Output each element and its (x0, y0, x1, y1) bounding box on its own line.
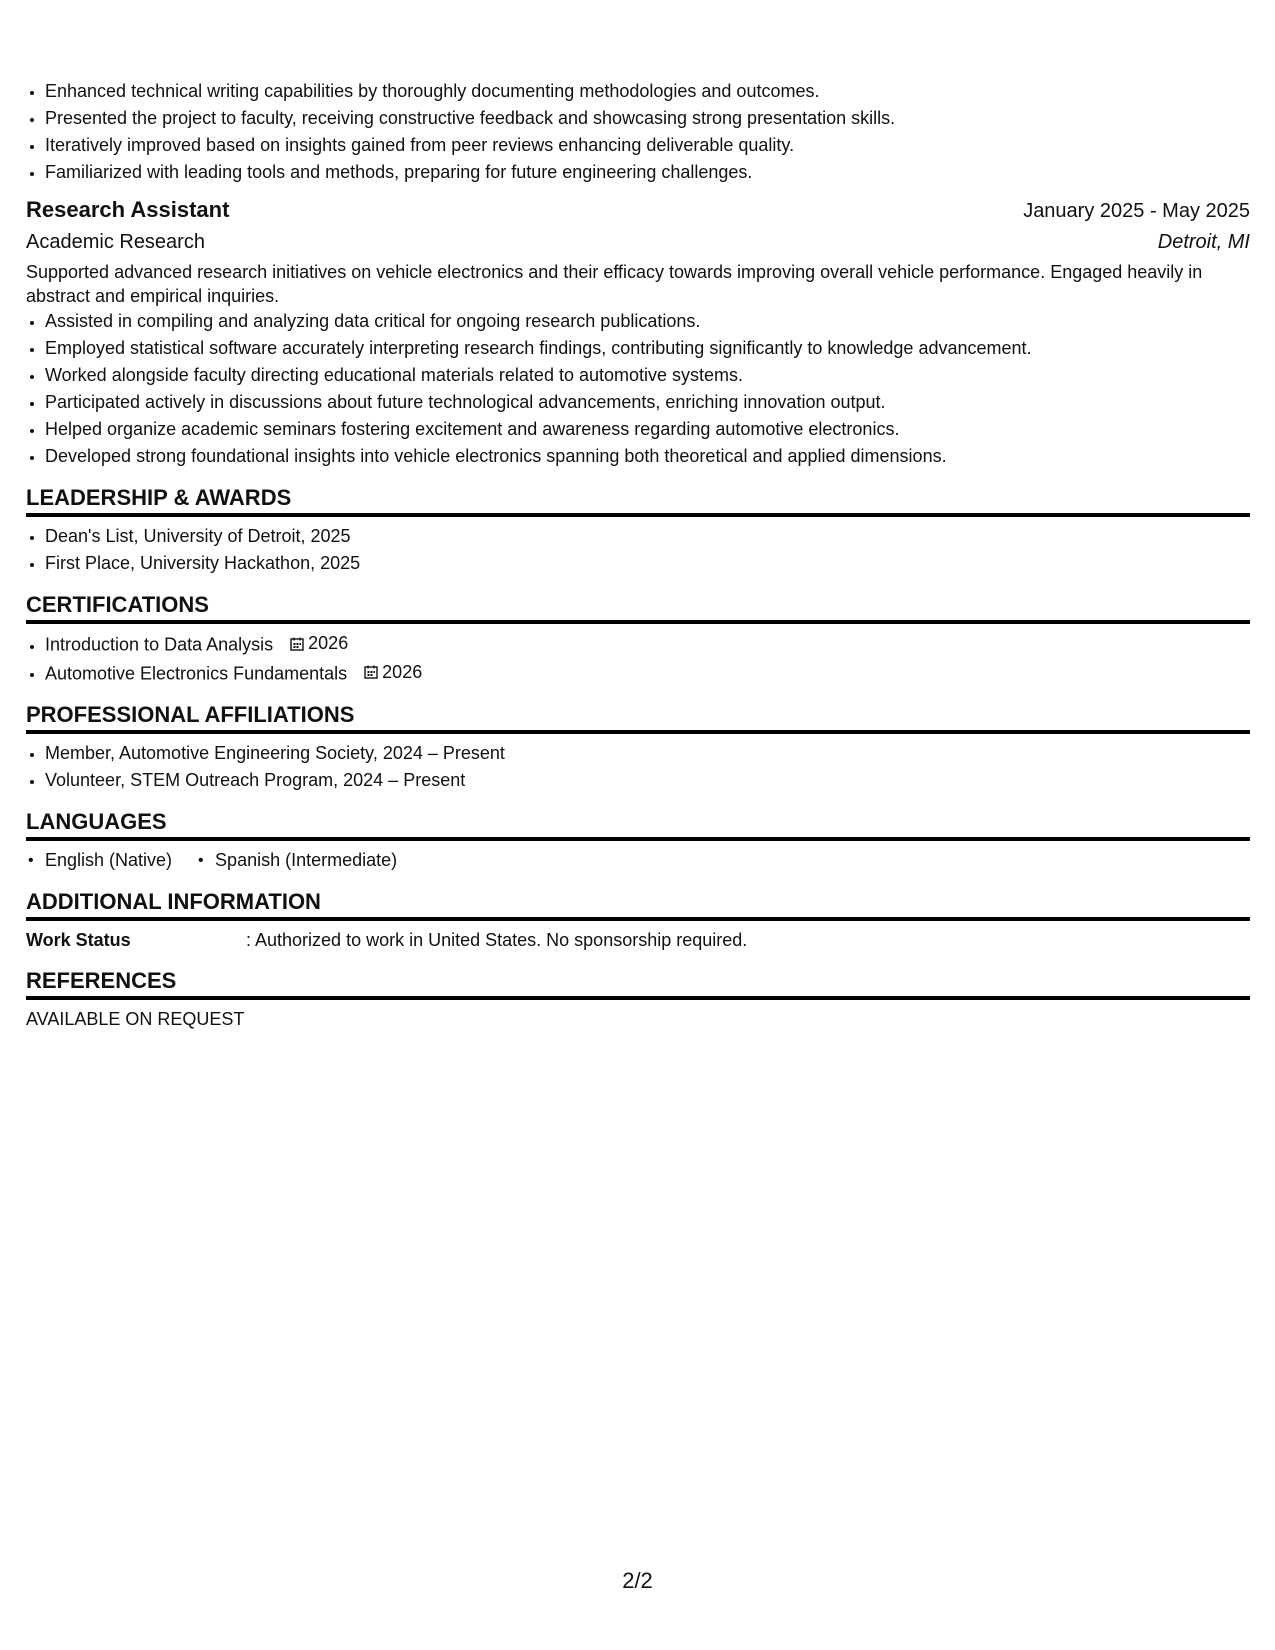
job-location: Detroit, MI (1157, 231, 1250, 253)
job-subheader (26, 227, 1250, 257)
language-item: • Spanish (Intermediate) (196, 847, 397, 874)
certification-name: Introduction to Data Analysis (45, 634, 274, 655)
resume-page (26, 78, 1250, 1032)
section-heading-references: REFERENCES (26, 967, 1250, 1000)
section-heading-certifications: CERTIFICATIONS (26, 591, 1250, 624)
section-heading-affiliations: PROFESSIONAL AFFILIATIONS (26, 701, 1250, 734)
calendar-icon (290, 637, 304, 651)
certification-year: 2026 (308, 633, 349, 653)
certification-item (45, 630, 1250, 659)
calendar-icon (364, 665, 378, 679)
job-summary: Supported advanced research initiatives on vehicle electronics and their efficacy towards improving overall vehicle performance. Engaged heavily in abstract and empirical inquiries. (26, 262, 1203, 306)
list-item: • Volunteer, STEM Outreach Program, 2024 – Present (45, 767, 1250, 794)
work-status-value: : Authorized to work in United States. No sponsorship required. (246, 930, 748, 950)
job-bullet-list (26, 308, 1250, 470)
page-number: 2/2 (622, 1568, 653, 1593)
languages-list (26, 847, 1250, 874)
list-item: • Presented the project to faculty, receiving constructive feedback and showcasing strong presentation skills. (45, 105, 1250, 132)
certification-item (45, 659, 1250, 688)
list-item: • Developed strong foundational insights into vehicle electronics spanning both theoretical and applied dimensions. (45, 443, 1250, 470)
list-item: • Employed statistical software accurately interpreting research findings, contributing significantly to knowledge advancement. (45, 335, 1250, 362)
language-item: • English (Native) (26, 847, 172, 874)
list-item: • Assisted in compiling and analyzing data critical for ongoing research publications. (45, 308, 1250, 335)
list-item: • Familiarized with leading tools and methods, preparing for future engineering challenges. (45, 159, 1250, 186)
list-item: • Enhanced technical writing capabilities by thoroughly documenting methodologies and outcomes. (45, 78, 1250, 105)
list-item: • Iteratively improved based on insights gained from peer reviews enhancing deliverable quality. (45, 132, 1250, 159)
certification-year: 2026 (382, 661, 423, 682)
references-text: AVAILABLE ON REQUEST (26, 1009, 245, 1029)
section-heading-additional-information: ADDITIONAL INFORMATION (26, 888, 1250, 921)
work-status-row (26, 927, 1250, 953)
section-heading-leadership: LEADERSHIP & AWARDS (26, 484, 1250, 517)
carryover-bullet-list (26, 78, 1250, 186)
list-item: • Dean's List, University of Detroit, 2025 (45, 523, 1250, 550)
leadership-list (26, 523, 1250, 577)
list-item: • Worked alongside faculty directing educational materials related to automotive systems. (45, 362, 1250, 389)
list-item: • Helped organize academic seminars fostering excitement and awareness regarding automotive electronics. (45, 416, 1250, 443)
list-item: • First Place, University Hackathon, 2025 (45, 550, 1250, 577)
certification-date (364, 659, 422, 686)
list-item: • Member, Automotive Engineering Society, 2024 – Present (45, 740, 1250, 767)
affiliations-list (26, 740, 1250, 794)
job-organization: Academic Research (26, 231, 205, 253)
list-item: • Participated actively in discussions about future technological advancements, enriching innovation output. (45, 389, 1250, 416)
job-dates: January 2025 - May 2025 (1023, 200, 1250, 222)
job-title: Research Assistant (26, 197, 230, 222)
certification-date (290, 630, 348, 657)
work-status-label: Work Status (26, 930, 131, 950)
certification-name: Automotive Electronics Fundamentals (45, 663, 348, 683)
certifications-list (26, 630, 1250, 687)
job-header (26, 195, 1250, 226)
section-heading-languages: LANGUAGES (26, 808, 1250, 841)
